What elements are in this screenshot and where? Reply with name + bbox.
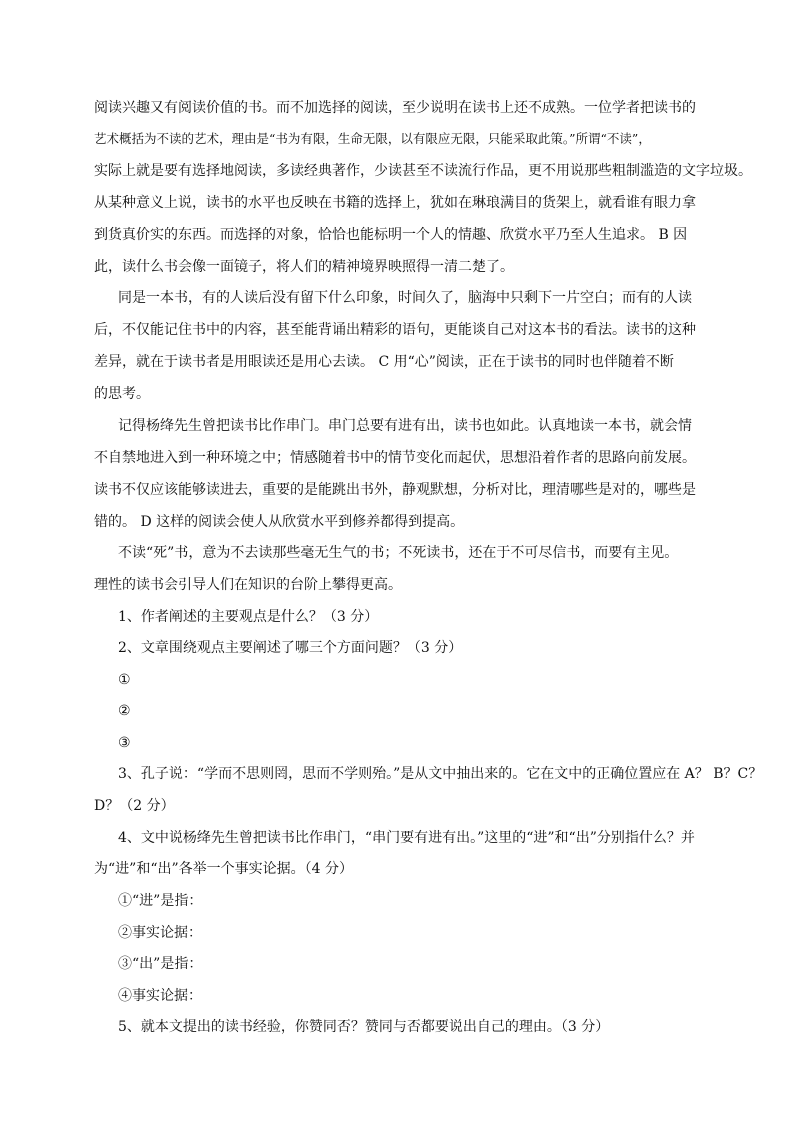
- passage-line: 读书不仅应该能够读进去，重要的是能跳出书外，静观默想，分析对比，理清哪些是对的，哪些是: [94, 482, 696, 498]
- answer-prompt: ③“出”是指：: [118, 956, 203, 972]
- passage-line: 到货真价实的东西。而选择的对象，恰恰也能标明一个人的情趣、欣赏水平乃至人生追求。 B 因: [94, 227, 688, 243]
- passage-line: 差异，就在于读书者是用眼读还是用心去读。 C 用“心”阅读，正在于读书的同时也伴随着不断: [94, 354, 674, 370]
- answer-marker: ①: [118, 672, 131, 688]
- passage-line: 实际上就是要有选择地阅读，多读经典著作，少读甚至不读流行作品，更不用说那些粗制滥造的文字垃圾。: [94, 163, 752, 179]
- passage-line: 从某种意义上说，读书的水平也反映在书籍的选择上，犹如在琳琅满目的货架上，就看谁有眼力拿: [94, 195, 696, 211]
- passage-line: 的思考。: [94, 386, 150, 402]
- passage-line: 不自禁地进入到一种环境之中；情感随着书中的情节变化而起伏，思想沿着作者的思路向前发展。: [94, 450, 696, 466]
- question-4: 4、文中说杨绛先生曾把读书比作串门，“串门要有进有出。”这里的“进”和“出”分别指什么？并: [118, 830, 695, 846]
- passage-line: 理性的读书会引导人们在知识的台阶上攀得更高。: [94, 577, 402, 593]
- passage-line: 后，不仅能记住书中的内容，甚至能背诵出精彩的语句，更能谈自己对这本书的看法。读书的这种: [94, 322, 696, 338]
- passage-line: 错的。 D 这样的阅读会使人从欣赏水平到修养都得到提高。: [94, 514, 465, 530]
- question-5: 5、就本文提出的读书经验，你赞同否？赞同与否都要说出自己的理由。（3 分）: [118, 1019, 610, 1035]
- passage-line: 此，读什么书会像一面镜子，将人们的精神境界映照得一清二楚了。: [94, 259, 514, 275]
- answer-marker: ②: [118, 703, 131, 719]
- answer-prompt: ①“进”是指：: [118, 893, 203, 909]
- question-2: 2、文章围绕观点主要阐述了哪三个方面问题？（3 分）: [118, 640, 463, 656]
- passage-line: 同是一本书，有的人读后没有留下什么印象，时间久了，脑海中只剩下一片空白；而有的人读: [118, 290, 692, 306]
- passage-line: 阅读兴趣又有阅读价值的书。而不加选择的阅读，至少说明在读书上还不成熟。一位学者把读书的: [94, 100, 696, 116]
- question-3: 3、孔子说：“学而不思则罔，思而不学则殆。”是从文中抽出来的。它在文中的正确位置应在 A？ B？C？: [118, 766, 763, 782]
- question-1: 1、作者阐述的主要观点是什么？（3 分）: [118, 609, 379, 625]
- passage-line: 不读“死”书，意为不去读那些毫无生气的书；不死读书，还在于不可尽信书，而要有主见。: [118, 545, 679, 561]
- passage-line: 艺术概括为不读的艺术，理由是“书为有限，生命无限，以有限应无限，只能采取此策。”所谓“不读”，: [94, 131, 651, 146]
- passage-line: 记得杨绛先生曾把读书比作串门。串门总要有进有出，读书也如此。认真地读一本书，就会情: [118, 418, 692, 434]
- question-4-continued: 为“进”和“出”各举一个事实论据。（4 分）: [94, 861, 353, 877]
- answer-prompt: ④事实论据：: [118, 988, 202, 1004]
- question-3-continued: D？（2 分）: [94, 798, 175, 814]
- answer-marker: ③: [118, 735, 131, 751]
- answer-prompt: ②事实论据：: [118, 925, 202, 941]
